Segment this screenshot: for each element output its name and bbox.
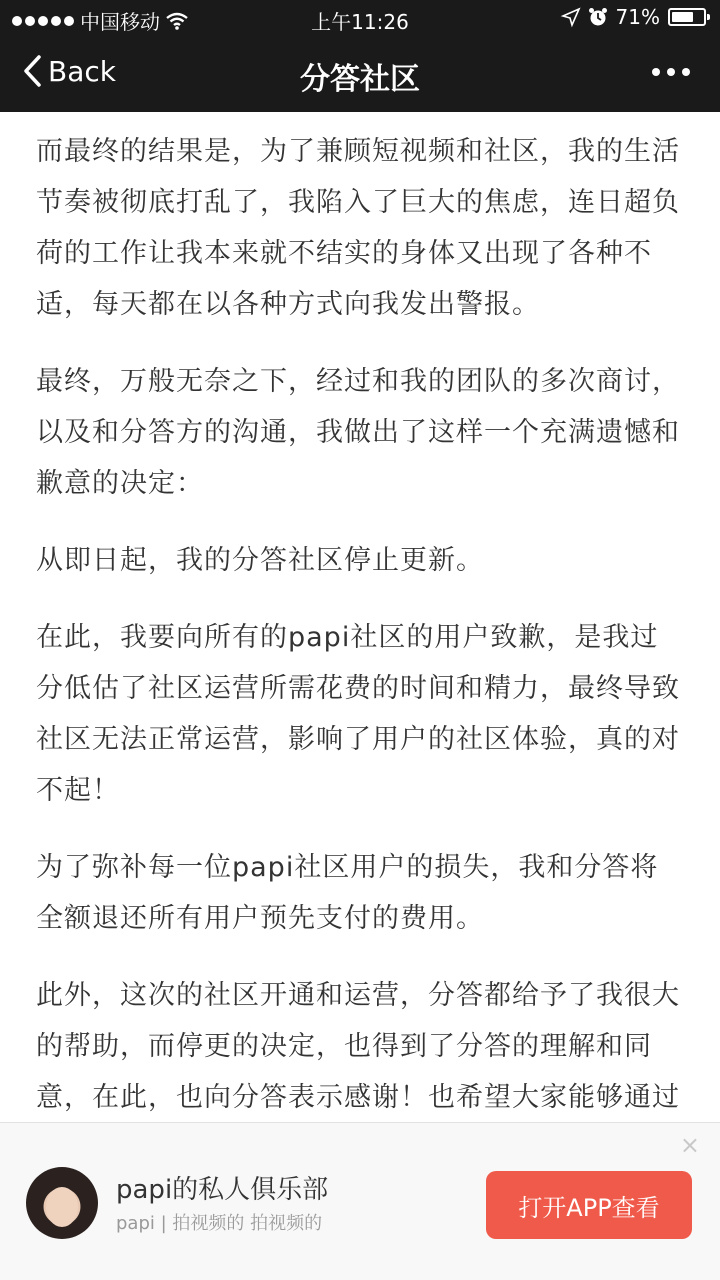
battery-percent: 71% <box>615 5 660 29</box>
article-paragraph: 而最终的结果是，为了兼顾短视频和社区，我的生活节奏被彻底打乱了，我陷入了巨大的焦虑，连日超负荷的工作让我本来就不结实的身体又出现了各种不适，每天都在以各种方式向我发出警报。 <box>36 136 680 320</box>
avatar <box>26 1167 98 1239</box>
nav-bar <box>0 36 720 112</box>
status-time: 上午11:26 <box>311 10 409 34</box>
close-icon[interactable]: × <box>679 1131 700 1159</box>
article-paragraph: 从即日起，我的分答社区停止更新。 <box>36 545 484 576</box>
status-right <box>562 5 706 29</box>
article-paragraph: 此外，这次的社区开通和运营，分答都给予了我很大的帮助，而停更的决定，也得到了分答的理解和同意，在此，也向分答表示感谢！也希望大家能够通过 <box>36 980 680 1113</box>
club-name: papi的私人俱乐部 <box>116 1175 329 1205</box>
article-body <box>36 126 686 1126</box>
app-promo-banner <box>0 1122 720 1280</box>
carrier-label: 中国移动 <box>80 10 160 34</box>
article-paragraph: 为了弥补每一位papi社区用户的损失，我和分答将全额退还所有用户预先支付的费用。 <box>36 852 659 934</box>
status-bar <box>0 0 720 36</box>
open-app-button[interactable]: 打开APP查看 <box>486 1171 692 1239</box>
article-paragraph: 最终，万般无奈之下，经过和我的团队的多次商讨，以及和分答方的沟通，我做出了这样一个充满遗憾和歉意的决定： <box>36 366 680 499</box>
back-label: Back <box>48 54 116 88</box>
location-arrow-icon <box>562 8 580 26</box>
more-options-icon[interactable] <box>652 68 690 76</box>
page-title: 分答社区 <box>300 62 420 97</box>
club-subtitle: papi | 拍视频的 拍视频的 <box>116 1213 323 1234</box>
battery-icon <box>668 8 706 26</box>
alarm-clock-icon <box>588 7 608 27</box>
article-paragraph: 在此，我要向所有的papi社区的用户致歉，是我过分低估了社区运营所需花费的时间和精力，最终导致社区无法正常运营，影响了用户的社区体验，真的对不起！ <box>36 622 680 806</box>
